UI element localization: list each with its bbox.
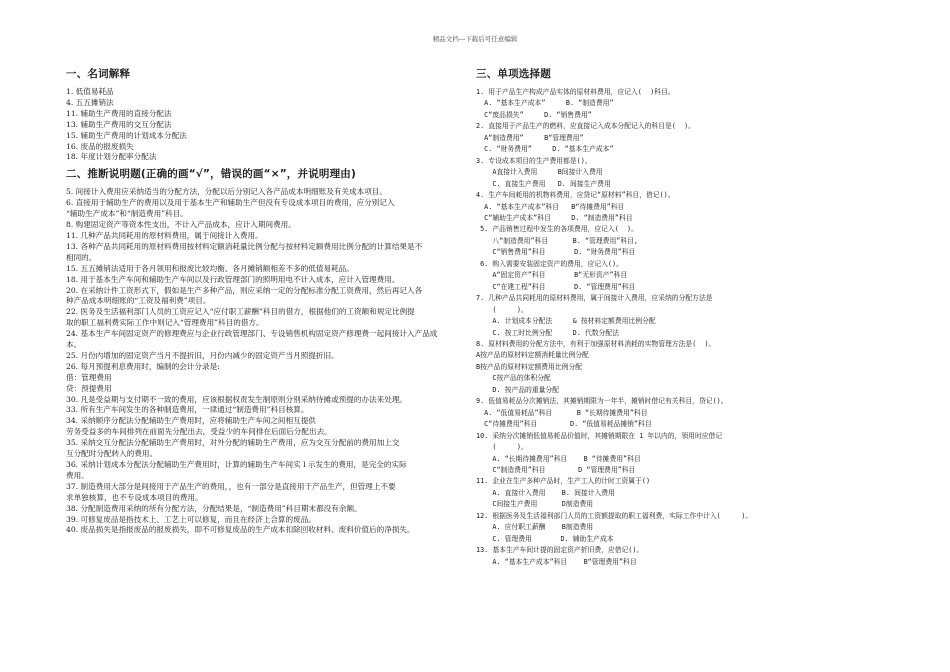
definition-item: 11. 辅助生产费用的直接分配法 — [66, 108, 172, 118]
judgement-item: 取的职工福利费实际工作中则记入“管理费用”科目的借方。 — [66, 318, 264, 328]
judgement-item: 18. 用于基本生产车间和辅助生产车间以及行政管理部门的照明用电不计入成本，应计入管理费用。 — [66, 274, 400, 284]
choice-line: 8. 原材料费用的分配方法中，有利于加强原材料消耗的实物管理方法是( )。 — [476, 339, 716, 348]
choice-line: C“废品损失” D. “销售费用” — [476, 110, 592, 119]
choice-line: A. 应付职工薪酬 B制造费用 — [476, 523, 594, 532]
judgement-item: 贷：预提费用 — [66, 383, 112, 393]
section-title-judgement: 二、推断说明题(正确的画“√”，错误的画“×”，并说明理由) — [66, 168, 357, 181]
definition-item: 15. 辅助生产费用的计划成本分配法 — [66, 130, 187, 140]
judgement-item: 劳务受益多的车间排列在前面先分配出去，受益少的车间排在后面后分配出去。 — [66, 427, 332, 437]
choice-line: A. “低值易耗品”科目 B “长期待摊费用”科目 — [476, 408, 648, 417]
judgement-item: 40. 废品损失是指报废品的报废损失，即不可修复废品的生产成本扣除回收材料、废料价值后的净损失。 — [66, 525, 415, 535]
judgement-item: 8. 购建固定资产等资本性支出，不计入产品成本，应计入期间费用。 — [66, 220, 296, 230]
definition-item: 18. 年度计划分配率分配法 — [66, 152, 157, 162]
judgement-item: 25. 月份内增加的固定资产当月不提折旧，月份内减少的固定资产当月照提折旧。 — [66, 350, 339, 360]
judgement-item: 互分配时分配转入的费用。 — [66, 449, 158, 459]
judgement-item: 本。 — [66, 340, 82, 350]
choice-line: A. “基本生产成本”科目 B“待摊费用”科目 — [476, 202, 625, 211]
judgement-item: 36. 采纳计划成本分配法分配辅助生产费用时，计算的辅助生产车间实 l 示发生的费用，是完全的实际 — [66, 460, 407, 469]
choice-line: 9. 低值易耗品分次摊销法，其摊销期限为一年半，摊销时借记有关科目，贷记()。 — [476, 397, 728, 406]
single-choice-list — [476, 87, 896, 568]
choice-line: C“辅助生产成本”科目 D. “制造费用”科目 — [476, 213, 633, 222]
choice-line: C. 直接生产费用 D. 间接生产费用 — [476, 179, 611, 188]
choice-line: C“销售费用”科目 D. “财务费用”科目 — [476, 248, 636, 257]
judgement-item: 22. 医务及生活福利部门人员的工资应记入“应付职工薪酬”科目的借方，根据他们的工资额和规定比例提 — [66, 307, 415, 317]
choice-line: B按产品的原材料定额费用比例分配 — [476, 362, 583, 371]
choice-line: 3. 专设成本项目的生产费用都是()。 — [476, 156, 592, 165]
choice-line: A“固定资产”科目 B“无形资产”科目 — [476, 271, 628, 280]
choice-line: 2. 直接用于产品生产的燃料，应直接记入成本分配记入的科目是( )。 — [476, 122, 695, 131]
choice-line: 6. 购入需要安装固定资产的费用，应记入()。 — [476, 259, 623, 268]
judgement-item: 6. 直接用于辅助生产的费用以及用于基本生产和辅助生产但没有专设成本项目的费用，应分别记入 — [66, 198, 395, 208]
judgement-list — [66, 187, 458, 536]
choice-line: C. 管理费用 D. 辅助生产成本 — [476, 534, 614, 543]
judgement-item: 15. 五五摊销法适用于各月领用和报废比较均衡、各月摊销额相差不多的低值易耗品。 — [66, 263, 354, 273]
judgement-item: 种产品成本明细账的“工资及福利费”项目。 — [66, 296, 211, 306]
choice-line: C. 按工时比例分配 D. 代数分配法 — [476, 328, 619, 337]
choice-line: 八“制造费用”科目 B. “管理费用”科目, — [476, 236, 639, 245]
choice-line: A直接计入费用 B间接计入费用 — [476, 168, 603, 177]
choice-line: D. 按产品的重量分配 — [476, 385, 560, 394]
choice-line: 5. 产品销售过程中发生的各项费用，应记入( )。 — [476, 225, 638, 234]
judgement-item: 费用。 — [66, 470, 89, 480]
judgement-item: 39. 可修复废品是指技术上、工艺上可以修复，而且在经济上合算的废品。 — [66, 514, 316, 524]
judgement-item: “辅助生产成本”和“制造费用”科目。 — [66, 209, 188, 219]
choice-line: A. “长期待摊费用”科目 B “待摊费用”科目 — [476, 454, 641, 463]
judgement-item: 33. 所有生产车间发生的各种制造费用，一律通过“制造费用”科目核算。 — [66, 405, 309, 415]
choice-line: A. “基本生产成本”科目 B“管理费用”科目 — [476, 557, 637, 566]
choice-line: A“制造费用” B“管理费用” — [476, 133, 584, 142]
judgement-item: 26. 每月预提利息费用时，编制的会计分录是: — [66, 361, 220, 371]
left-column — [66, 66, 458, 536]
judgement-item: 30. 凡是受益期与支付期不一致的费用，应该根据权责发生制原则分别采纳待摊或预提的办法来处理。 — [66, 394, 408, 404]
choice-line: A. 直接计入费用 B. 间接计入费用 — [476, 488, 615, 497]
judgement-item: 20. 在采纳计件工资形式下，假如是生产多种产品，则应采纳一定的分配标准分配工资费用，然后再记入各 — [66, 285, 423, 295]
choice-line: 12. 根据医务及生活福利部门人员的工资额提取的职工福利费，实际工作中计入( )。 — [476, 511, 753, 520]
choice-line: A. 计划成本分配法 & 按材料定额费用比例分配 — [476, 317, 656, 326]
choice-line: 4. 生产车间耗用的机物料费用，应贷记“原材料”科目，借记()。 — [476, 191, 675, 200]
choice-line: 11. 企业在生产多种产品时，生产工人的计时工资属于() — [476, 477, 651, 486]
choice-line: 1. 用于产品生产构成产品实体的原材料费用，应记入( )科目。 — [476, 88, 675, 96]
section-title-single-choice: 三、单项选择题 — [476, 68, 551, 80]
judgement-item: 5. 间接计入费用应采纳适当的分配方法，分配以后分别记入各产品成本明细账及有关成本项目。 — [66, 187, 387, 197]
judgement-item: 相同的。 — [66, 252, 97, 262]
judgement-item: 34. 采纳顺序分配法分配辅助生产费用时，应将辅助生产车间之间相互提供 — [66, 416, 316, 426]
page-header: 精品文档---下载后可任意编辑 — [432, 35, 518, 43]
choice-line: C“制造费用”科目 D “管理费用”科目 — [476, 465, 636, 474]
choice-line: C. “财务费用” D. “基本生产成本” — [476, 145, 614, 154]
definition-item: 16. 废品的报废损失 — [66, 141, 134, 151]
choice-line: ( )。 — [476, 443, 528, 452]
choice-line: A按产品的原材料定额消耗量比例分配 — [476, 351, 589, 360]
choice-line: 13. 基本生产车间计提的固定资产折旧费，应借记()。 — [476, 546, 644, 555]
choice-line: C“在建工程”科目 D. “管理费用”科目 — [476, 282, 636, 291]
definitions-list — [66, 87, 458, 163]
right-column — [476, 66, 896, 568]
section-title-definitions: 一、名词解释 — [66, 68, 131, 80]
judgement-item: 13. 各种产品共同耗用的原材料费用按材料定额消耗量比例分配与按材料定额费用比例分配的计算结果是不 — [66, 241, 423, 251]
choice-line: ( )。 — [476, 305, 528, 314]
judgement-item: 37. 制造费用大部分是间接用于产品生产的费用，，也有一部分是直接用于产品生产，但管理上不要 — [66, 481, 396, 491]
judgement-item: 24. 基本生产车间固定资产的修理费应与企业行政管理部门、专设销售机构固定资产修理费一起间接计入产品成 — [66, 329, 438, 339]
judgement-item: 求单独核算，也不专设成本项目的费用。 — [66, 492, 203, 502]
definition-item: 4. 五五摊销法 — [66, 97, 114, 107]
choice-line: C按产品的体积分配 — [476, 374, 551, 383]
definition-item: 1. 低值易耗品 — [66, 87, 114, 96]
definition-item: 13. 辅助生产费用的交互分配法 — [66, 119, 172, 129]
choice-line: 10. 采纳分次摊销低值易耗品价值时，其摊销期限在 1 年以内的，领用时应借记 — [476, 431, 723, 440]
choice-line: 7. 几种产品共同耗用的原材料费用，属于间接计入费用，应采纳的分配方法是 — [476, 294, 713, 303]
choice-line: C间接生产费用 D制造费用 — [476, 500, 594, 509]
judgement-item: 借：管理费用 — [66, 372, 112, 382]
choice-line: C“待摊费用”科目 D. “低值易耗品摊销”科目 — [476, 420, 652, 429]
choice-line: A. “基本生产成本” B. “制造费用” — [476, 99, 614, 108]
judgement-item: 35. 采纳交互分配法分配辅助生产费用时，对外分配的辅助生产费用，应为交互分配前的费用加上交 — [66, 438, 400, 448]
judgement-item: 38. 分配制造费用采纳的所有分配方法，分配结果是，“制造费用”科目期末都没有余额。 — [66, 503, 362, 513]
judgement-item: 11. 几种产品共同耗用的原材料费用，属于间接计入费用。 — [66, 230, 263, 240]
